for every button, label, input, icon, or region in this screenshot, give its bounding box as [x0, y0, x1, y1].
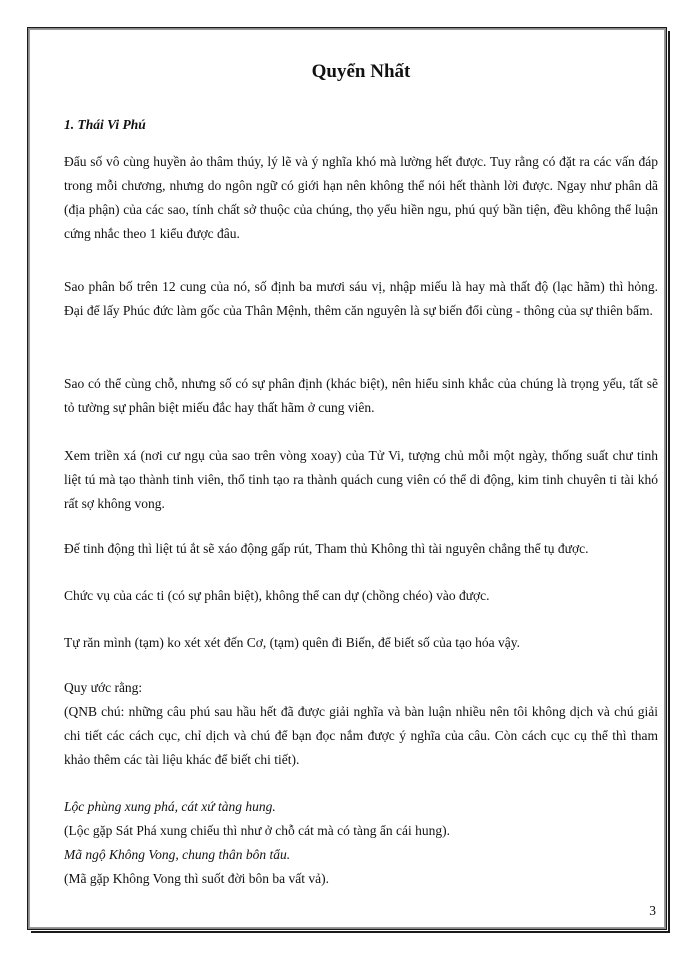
paragraph-2: Sao phân bố trên 12 cung của nó, số định ba mươi sáu vị, nhập miếu là hay mà thất độ (lạc hãm) thì hỏng. Đại để lấy Phúc đức làm gốc của Thân Mệnh, thêm căn nguyên là sự biến đổi cùng - thông của sự thiên bẩm.	[64, 279, 658, 318]
translator-note: (QNB chú: những câu phú sau hầu hết đã được giải nghĩa và bàn luận nhiều nên tôi không dịch và chú giải chi tiết các cách cục, chỉ dịch và chú để bạn đọc nắm được ý nghĩa của câu. Còn cách cục cụ thể thì tham khảo thêm các tài liệu khác để biết chi tiết).	[64, 704, 658, 767]
convention-label: Quy ước rằng:	[64, 680, 143, 695]
paragraph-5: Đế tinh động thì liệt tú ắt sẽ xáo động gấp rút, Tham thủ Không thì tài nguyên chẳng thể tụ được.	[64, 541, 589, 556]
paragraph-1: Đẩu số vô cùng huyền ảo thâm thúy, lý lẽ và ý nghĩa khó mà lường hết được. Tuy rằng có đặt ra các vấn đáp trong mỗi chương, nhưng do ngôn ngữ có giới hạn nên không thể nói hết thành lời được. Ngay như phân dã (địa phận) của các sao, tính chất sở thuộc của chúng, thọ yểu hiền ngu, phú quý bần tiện, đều không thể luận cứng nhắc theo 1 kiểu được đâu.	[64, 154, 658, 241]
page-title: Quyển Nhất	[311, 61, 411, 82]
paragraph-3: Sao có thể cùng chỗ, nhưng số có sự phân định (khác biệt), nên hiểu sinh khắc của chúng là trọng yếu, tất sẽ tỏ tường sự phân biệt miếu đắc hay thất hãm ở cung viên.	[64, 376, 658, 415]
paragraph-6: Chức vụ của các ti (có sự phân biệt), không thể can dự (chồng chéo) vào được.	[64, 588, 490, 603]
page-number: 3	[649, 903, 656, 918]
verse-2-explanation: (Mã gặp Không Vong thì suốt đời bôn ba vất vả).	[64, 871, 329, 886]
paragraph-7: Tự răn mình (tạm) ko xét xét đến Cơ, (tạm) quên đi Biến, để biết số của tạo hóa vậy.	[64, 635, 520, 650]
verse-2: Mã ngộ Không Vong, chung thân bôn tẩu.	[64, 847, 291, 862]
verse-1: Lộc phùng xung phá, cát xứ tàng hung.	[64, 799, 276, 814]
paragraph-4: Xem triền xá (nơi cư ngụ của sao trên vòng xoay) của Tử Vi, tượng chủ mỗi một ngày, thống suất chư tinh liệt tú mà tạo thành tinh viên, thổ tinh tạo ra thành quách cung viên có thể di động, kim tinh chuyên ti tài khó rất sợ không vong.	[64, 448, 658, 511]
section-heading: 1. Thái Vi Phú	[64, 117, 146, 132]
verse-1-explanation: (Lộc gặp Sát Phá xung chiếu thì như ở chỗ cát mà có tàng ẩn cái hung).	[64, 823, 450, 838]
